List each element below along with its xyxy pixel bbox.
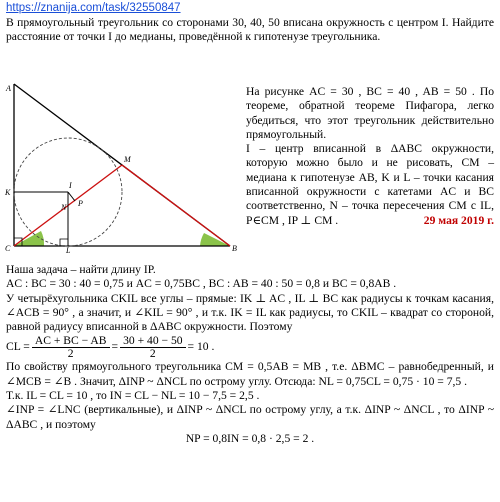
cl-den-1: 2 [67, 346, 74, 360]
label-m: M [124, 155, 131, 164]
solution-l7: NP = 0,8IN = 0,8 · 2,5 = 2 . [185, 431, 315, 445]
cl-result: = 10 . [187, 340, 215, 354]
cl-den-2: 2 [149, 346, 156, 360]
solution-l6: ∠INP = ∠LNC (вертикальные), и ΔINP ~ ΔNCL по острому углу, а т.к. ΔINP ~ ΔNCL , то ΔINP ~ ΔABC , и поэтому [6, 403, 494, 431]
explanation-p1: На рисунке AC = 30 , BC = 40 , AB = 50 . По теореме, обратной теореме Пифагора, легко убедиться, что этот треугольник действительно прямоугольный. [246, 85, 494, 141]
angle-c-marker [14, 231, 44, 246]
solution-l3: У четырёхугольника CKIL все углы – прямые: IK ⊥ AC , IL ⊥ BC как радиусы к точкам касания, ∠ACB = 90° , а значит, и ∠KIL = 90° , и т.к. IK = IL как радиусы, то CKIL – квадрат со стороной, равной радиусу вписанной в ΔABC окружности. Поэтому [6, 291, 494, 334]
triangle-figure [4, 82, 240, 254]
problem-statement: В прямоугольный треугольник со сторонами 30, 40, 50 вписана окружность с центром I. Найдите расстояние от точки I до медианы, проведённой к гипотенузе треугольника. [6, 16, 494, 44]
label-i: I [69, 181, 72, 190]
cl-eq: = [111, 340, 119, 354]
label-a: A [6, 84, 11, 93]
median-mb [122, 165, 230, 246]
cl-num-1: AC + BC − AB [32, 335, 110, 348]
figure-explanation [246, 85, 494, 228]
solution [6, 263, 494, 446]
explanation-p2 [246, 142, 494, 228]
cl-num-2: 30 + 40 − 50 [120, 335, 185, 348]
label-c: C [5, 244, 11, 253]
solution-l1: Наша задача – найти длину IP. [6, 263, 156, 276]
cl-fraction-2 [120, 335, 185, 360]
solution-l2: AC : BC = 30 : 40 = 0,75 и AC = 0,75BC , BC : AB = 40 : 50 = 0,8 и BC = 0,8AB . [6, 277, 397, 291]
explanation-p2-text: I – центр вписанной в ΔABC окружности, которую можно было и не рисовать, CM – медиана к гипотенузе AB, K и L – точки касания вписанной окружности с катетами AC и BC соответственно, N – точка пересечения CM с IL, P∈CM , IP ⊥ CM . [246, 142, 494, 227]
cl-formula [6, 334, 494, 360]
label-l: L [66, 246, 71, 254]
cl-fraction-1 [32, 335, 110, 360]
label-b: B [232, 244, 237, 253]
label-p: P [78, 199, 83, 208]
solution-l4: По свойству прямоугольного треугольника CM = 0,5AB = MB , т.е. ΔBMC – равнобедренный, и ∠MCB = ∠B . Значит, ΔINP ~ ΔNCL по острому углу. Отсюда: NL = 0,75CL = 0,75 · 10 = 7,5 . [6, 360, 494, 388]
cl-lhs: CL = [6, 340, 30, 354]
solution-l5: Т.к. IL = CL = 10 , то IN = CL − NL = 10 − 7,5 = 2,5 . [6, 389, 260, 403]
date-label: 29 мая 2019 г. [423, 213, 494, 227]
right-angle-l [60, 239, 68, 246]
source-link[interactable]: https://znanija.com/task/32550847 [6, 2, 181, 14]
segment-ip [68, 192, 75, 201]
label-n: N [61, 203, 67, 212]
label-k: K [5, 188, 11, 197]
